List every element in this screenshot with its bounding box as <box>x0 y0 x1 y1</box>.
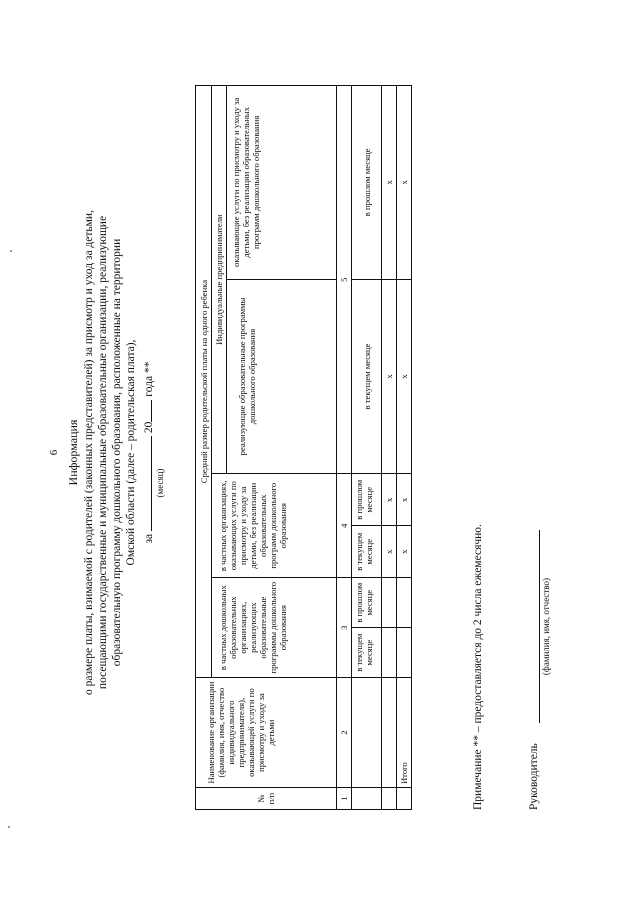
note-text: Примечание ** – предоставляется до 2 числа ежемесячно. <box>472 524 484 810</box>
mark-cell: x <box>397 86 412 280</box>
period-prefix: за <box>143 533 155 544</box>
empty-cell <box>352 678 382 788</box>
number-cell-4: 4 <box>337 474 352 578</box>
number-cell-3: 3 <box>337 578 352 678</box>
month-blank <box>140 436 152 531</box>
empty-cell <box>352 788 382 810</box>
mark-cell: x <box>382 86 397 280</box>
total-label: Итого <box>397 678 412 788</box>
mark-cell: x <box>397 474 412 526</box>
signature-label: Руководитель <box>528 743 540 810</box>
col-avg-header: Средний размер родительской платы на одного ребенка <box>196 86 212 678</box>
group-private-no-programs-header: в частных организациях, оказывающих услуги по присмотру и уходу за детьми, без реализации образовательных программ дошкольного образования <box>212 474 337 578</box>
mark-cell: x <box>382 526 397 578</box>
scan-speck <box>8 826 10 828</box>
previous-month-header-3: в прошлом месяце <box>352 578 382 628</box>
year-prefix: 20 <box>143 421 155 434</box>
fee-table <box>195 85 412 810</box>
mark-cell: x <box>397 526 412 578</box>
empty-cell <box>382 678 397 788</box>
mark-cell: x <box>382 474 397 526</box>
value-cell <box>397 628 412 678</box>
heading-line-3: образовательную программу дошкольного образования, расположенные на территории <box>111 238 123 667</box>
number-row <box>337 86 352 810</box>
value-cell <box>397 578 412 628</box>
sub-ip-no-programs-header: оказывающие услуги по присмотру и уходу за детьми, без реализации образовательных программ дошкольного образования <box>227 86 337 280</box>
empty-cell <box>397 788 412 810</box>
table-row <box>382 86 397 810</box>
current-month-header-5: в текущем месяце <box>352 279 382 474</box>
previous-month-header-4: в прошлом месяце <box>352 474 382 526</box>
scan-speck <box>10 250 12 252</box>
previous-month-header-5: в прошлом месяце <box>352 86 382 280</box>
number-cell-1: 1 <box>337 788 352 810</box>
page-number: 6 <box>48 449 60 456</box>
header-row-1 <box>196 86 212 810</box>
total-row <box>397 86 412 810</box>
empty-cell <box>382 788 397 810</box>
year-suffix: года ** <box>143 361 155 397</box>
value-cell <box>382 578 397 628</box>
period-subheader-row <box>352 86 382 810</box>
value-cell <box>382 628 397 678</box>
signature-line <box>539 530 540 723</box>
current-month-header-3: в текущем месяце <box>352 628 382 678</box>
col-name-header: Наименование организации (фамилия, имя, отчество индивидуального предпринимателя), оказывающей услуги по присмотру и уходу за детьми <box>196 678 337 788</box>
group-entrepreneurs-header: Индивидуальные предприниматели <box>212 86 227 474</box>
col-no-header: № п/п <box>196 788 337 810</box>
current-month-header-4: в текущем месяце <box>352 526 382 578</box>
number-cell-2: 2 <box>337 678 352 788</box>
sub-ip-programs-header: реализующие образовательные программы дошкольного образования <box>227 279 337 474</box>
heading-line-4: Омской области (далее – родительская плата), <box>125 339 137 566</box>
month-caption: (месяц) <box>155 468 165 498</box>
signature-caption: (фамилия, имя, отчество) <box>541 577 551 676</box>
mark-cell: x <box>382 279 397 474</box>
group-private-programs-header: в частных дошкольных образовательных организациях, реализующих образовательные программы дошкольного образования <box>212 578 337 678</box>
document-title: Информация <box>66 419 80 486</box>
heading-line-2: посещающими государственные и муниципальные образовательные организации, реализующие <box>97 215 109 690</box>
heading-line-1: о размере платы, взимаемой с родителей (законных представителей) за присмотр и уход за детьми, <box>83 210 95 695</box>
number-cell-5: 5 <box>337 86 352 474</box>
period-line <box>140 0 155 905</box>
year-blank <box>140 400 152 422</box>
mark-cell: x <box>397 279 412 474</box>
